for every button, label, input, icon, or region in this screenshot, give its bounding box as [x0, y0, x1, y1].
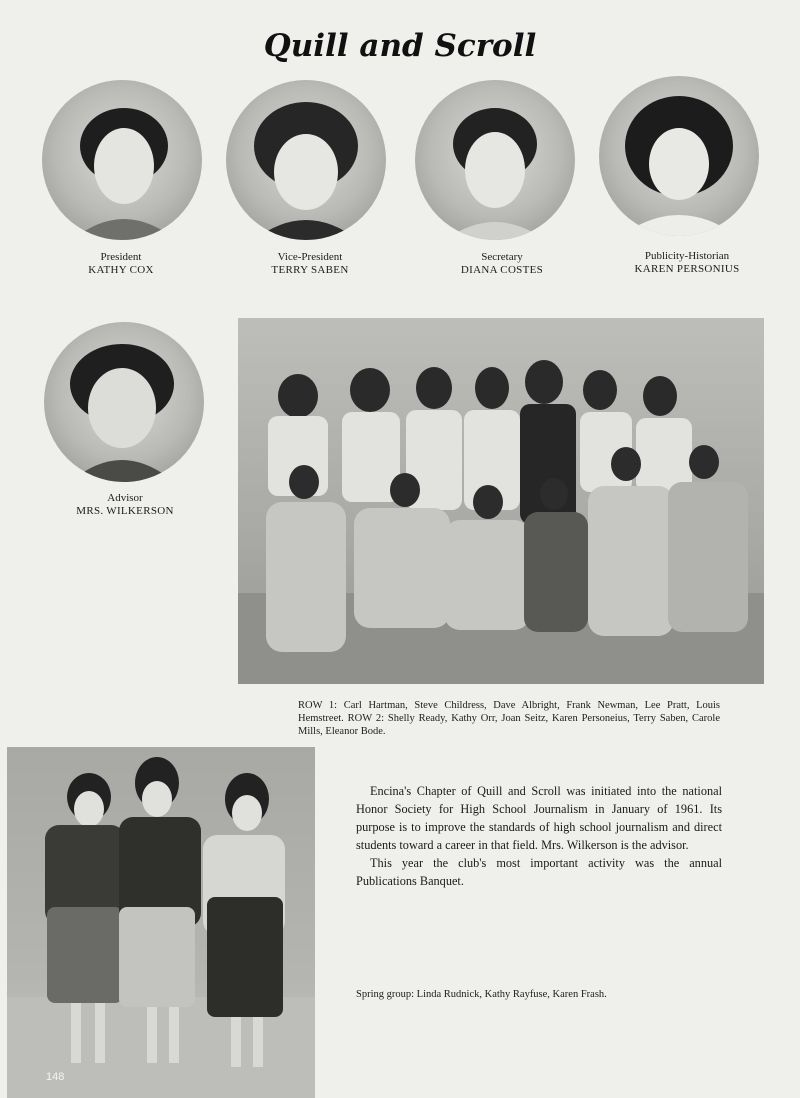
portrait-vice-president	[226, 80, 386, 240]
spring-group-photo	[7, 747, 315, 1098]
caption-advisor	[30, 492, 220, 518]
officer-role: Vice-President	[277, 251, 343, 263]
portrait-president	[42, 80, 202, 240]
portrait-secretary	[415, 80, 575, 240]
spring-group-caption: Spring group: Linda Rudnick, Kathy Rayfuse, Karen Frash.	[356, 989, 607, 1000]
officer-role: Secretary	[481, 251, 523, 263]
officer-name: TERRY SABEN	[271, 264, 349, 276]
caption-president	[26, 251, 216, 277]
portrait-publicity-historian	[599, 76, 759, 236]
advisor-role: Advisor	[107, 492, 143, 504]
portrait-advisor	[44, 322, 204, 482]
group-photo	[238, 318, 764, 684]
body-paragraph: This year the club's most important activity was the annual Publications Banquet.	[356, 856, 722, 888]
officer-name: KATHY COX	[88, 264, 154, 276]
body-paragraph: Encina's Chapter of Quill and Scroll was initiated into the national Honor Society for High School Journalism in January of 1961. Its purpose is to improve the standards of high school journalism and direct students toward a career in that field. Mrs. Wilkerson is the advisor.	[356, 784, 722, 852]
page-number: 148	[46, 1071, 65, 1083]
advisor-name: MRS. WILKERSON	[76, 505, 174, 517]
chapter-description	[356, 782, 722, 890]
officer-role: Publicity-Historian	[644, 250, 730, 262]
officer-role: President	[100, 251, 142, 263]
page-title: Quill and Scroll	[263, 28, 537, 64]
officer-name: DIANA COSTES	[460, 264, 544, 276]
caption-publicity-historian	[592, 250, 782, 276]
caption-secretary	[407, 251, 597, 277]
caption-vice-president	[215, 251, 405, 277]
officer-name: KAREN PERSONIUS	[634, 263, 740, 275]
group-photo-caption: ROW 1: Carl Hartman, Steve Childress, Dave Albright, Frank Newman, Lee Pratt, Louis Hemstreet. ROW 2: Shelly Ready, Kathy Orr, Joan Seitz, Karen Personeius, Terry Saben, Carole Mills, Eleanor Bode.	[298, 700, 720, 737]
